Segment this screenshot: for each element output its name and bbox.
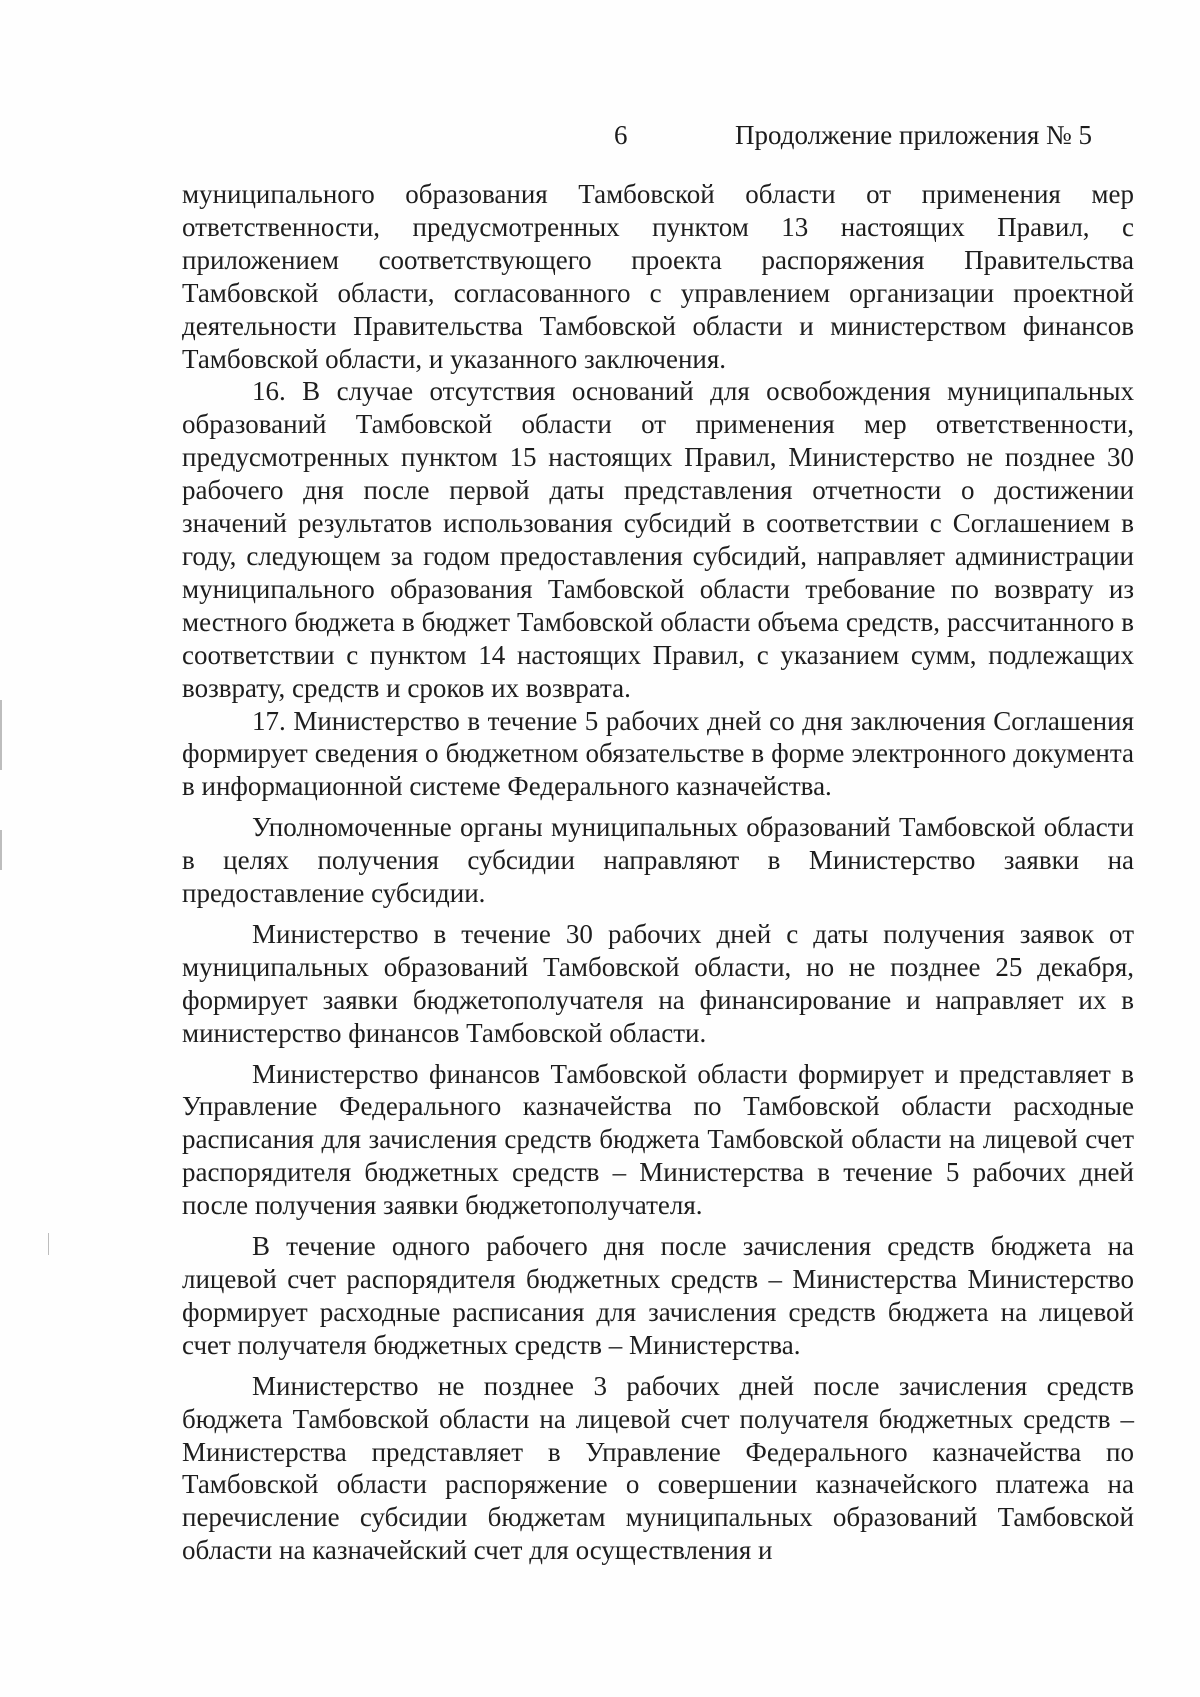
page-number: 6 [614,120,628,150]
paragraph: Министерство в течение 30 рабочих дней с даты получения заявок от муниципальных образований Тамбовской области, но не позднее 25 декабря, формирует заявки бюджетополучателя на финансирование и направляет их в министерство финансов Тамбовской области. [182,918,1134,1048]
scan-edge-mark [0,830,2,870]
appendix-label: Продолжение приложения № 5 [735,120,1093,150]
paragraph-clause-16: 16. В случае отсутствия оснований для освобождения муниципальных образований Тамбовской области от применения мер ответственности, предусмотренных пунктом 15 настоящих Правил, Министерство не позднее 30 рабочего дня после первой даты представления отчетности о достижении значений результатов использования субсидий в соответствии с Соглашением в году, следующем за годом предоставления субсидий, направляет администрации муниципального образования Тамбовской области требование по возврату из местного бюджета в бюджет Тамбовской области объема средств, рассчитанного в соответствии с пунктом 14 настоящих Правил, с указанием сумм, подлежащих возврату, средств и сроков их возврата. [182,376,1134,703]
paragraph-clause-17: 17. Министерство в течение 5 рабочих дней со дня заключения Соглашения формирует сведения о бюджетном обязательстве в форме электронного документа в информационной системе Федерального казначейства. [182,705,1134,802]
paragraph: Министерство финансов Тамбовской области формирует и представляет в Управление Федерального казначейства по Тамбовской области расходные расписания для зачисления средств бюджета Тамбовской области на лицевой счет распорядителя бюджетных средств – Министерства в течение 5 рабочих дней после получения заявки бюджетополучателя. [182,1058,1134,1221]
paragraph-continuation: муниципального образования Тамбовской области от применения мер ответственности, предусмотренных пунктом 13 настоящих Правил, с приложением соответствующего проекта распоряжения Правительства Тамбовской области, согласованного с управлением организации проектной деятельности Правительства Тамбовской области и министерством финансов Тамбовской области, и указанного заключения. [182,179,1134,374]
paragraph: Министерство не позднее 3 рабочих дней после зачисления средств бюджета Тамбовской области на лицевой счет получателя бюджетных средств – Министерства представляет в Управление Федерального казначейства по Тамбовской области распоряжение о совершении казначейского платежа на перечисление субсидии бюджетам муниципальных образований Тамбовской области на казначейский счет для осуществления и [182,1370,1134,1566]
document-body [182,178,1134,1567]
page-header [0,120,1200,160]
scan-edge-mark [0,700,2,770]
scan-edge-mark [48,1233,49,1255]
paragraph: Уполномоченные органы муниципальных образований Тамбовской области в целях получения субсидии направляют в Министерство заявки на предоставление субсидии. [182,812,1134,909]
paragraph: В течение одного рабочего дня после зачисления средств бюджета на лицевой счет распорядителя бюджетных средств – Министерства Министерство формирует расходные расписания для зачисления средств бюджета на лицевой счет получателя бюджетных средств – Министерства. [182,1231,1134,1360]
